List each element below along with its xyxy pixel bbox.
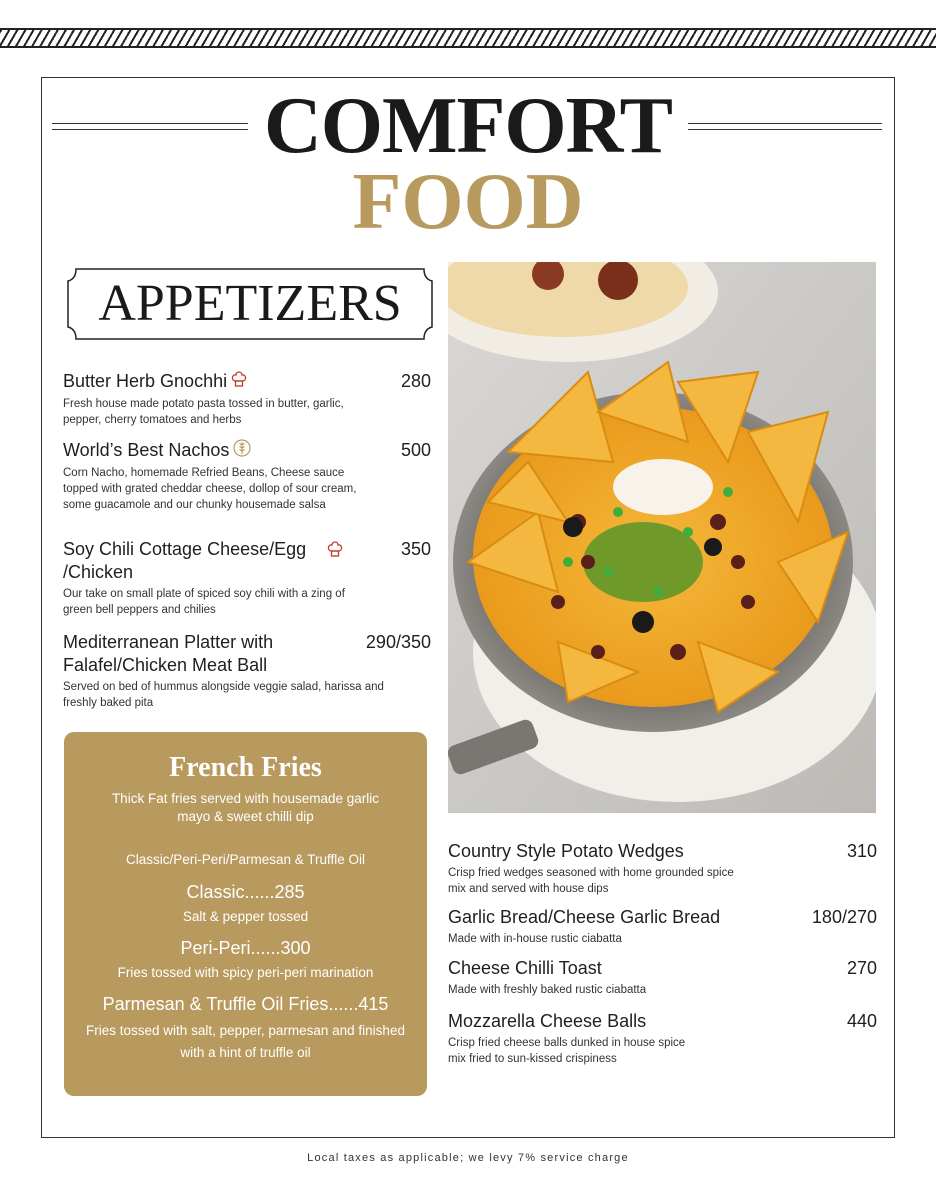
item-name: Mozzarella Cheese Balls: [448, 1011, 647, 1031]
menu-item: [63, 439, 431, 513]
item-description: Crisp fried wedges seasoned with home grounded spice mix and served with house dips: [448, 867, 734, 895]
menu-item: [448, 1010, 877, 1067]
menu-item: [448, 906, 877, 947]
item-name: Mediterranean Platter with Falafel/Chicken Meat Ball: [63, 632, 274, 675]
item-description: Corn Nacho, homemade Refried Beans, Cheese sauce topped with grated cheddar cheese, dollop of sour cream, some guacamole and our chunky housemade salsa: [63, 467, 357, 512]
item-price: 310: [846, 841, 877, 861]
fries-variant-name: Parmesan & Truffle Oil Fries......415: [102, 994, 389, 1014]
item-price: 500: [400, 440, 431, 460]
section-title: APPETIZERS: [98, 275, 402, 332]
fries-title: French Fries: [169, 752, 322, 783]
menu-item: [63, 631, 431, 711]
page-title-comfort: COMFORT: [264, 82, 672, 170]
item-price: 280: [400, 371, 431, 391]
top-decorative-border: [0, 28, 936, 48]
fries-variant-name: Classic......285: [186, 882, 305, 902]
item-name: World’s Best Nachos: [63, 440, 230, 460]
item-description: Made with in-house rustic ciabatta: [448, 933, 622, 945]
item-description: Served on bed of hummus alongside veggie salad, harissa and freshly baked pita: [63, 681, 384, 709]
section-heading-box: [66, 267, 434, 341]
item-description: Crisp fried cheese balls dunked in house spice mix fried to sun-kissed crispiness: [448, 1037, 686, 1065]
item-price: 180/270: [811, 907, 877, 927]
fries-variant-desc: Fries tossed with spicy peri-peri marination: [117, 965, 374, 980]
item-description: Made with freshly baked rustic ciabatta: [448, 984, 647, 996]
fries-variant-name: Peri-Peri......300: [180, 938, 311, 958]
item-name: Cheese Chilli Toast: [448, 958, 602, 978]
item-price: 440: [846, 1011, 877, 1031]
menu-item: [448, 840, 877, 897]
fries-options: Classic/Peri-Peri/Parmesan & Truffle Oil: [125, 852, 366, 867]
title-rule-left: [52, 123, 248, 130]
menu-item: [448, 957, 877, 998]
page-title-food: FOOD: [352, 158, 584, 246]
title-rule-right: [688, 123, 882, 130]
fries-variant-desc: Salt & pepper tossed: [182, 909, 309, 924]
wheat-icon: [233, 439, 251, 463]
menu-item: [63, 370, 431, 428]
menu-item: [63, 538, 431, 618]
chef-hat-icon: [231, 370, 247, 394]
item-price: 290/350: [365, 632, 431, 652]
french-fries-panel: [64, 732, 427, 1096]
nachos-photo: [448, 262, 876, 813]
item-name: Butter Herb Gnochhi: [63, 371, 228, 391]
item-name: Garlic Bread/Cheese Garlic Bread: [448, 907, 721, 927]
item-price: 270: [846, 958, 877, 978]
footer-note: Local taxes as applicable; we levy 7% service charge: [307, 1152, 629, 1164]
item-price: 350: [400, 539, 431, 559]
fries-variant-desc: Fries tossed with salt, pepper, parmesan and finished with a hint of truffle oil: [86, 1023, 405, 1060]
item-description: Fresh house made potato pasta tossed in butter, garlic, pepper, cherry tomatoes and herbs: [63, 398, 344, 427]
fries-intro: Thick Fat fries served with housemade garlic mayo & sweet chilli dip: [111, 791, 380, 824]
item-name: Soy Chili Cottage Cheese/Egg /Chicken: [63, 539, 307, 582]
item-name: Country Style Potato Wedges: [448, 841, 684, 861]
chef-hat-icon: [327, 540, 343, 563]
item-description: Our take on small plate of spiced soy chili with a zing of green bell peppers and chilies: [63, 588, 345, 616]
